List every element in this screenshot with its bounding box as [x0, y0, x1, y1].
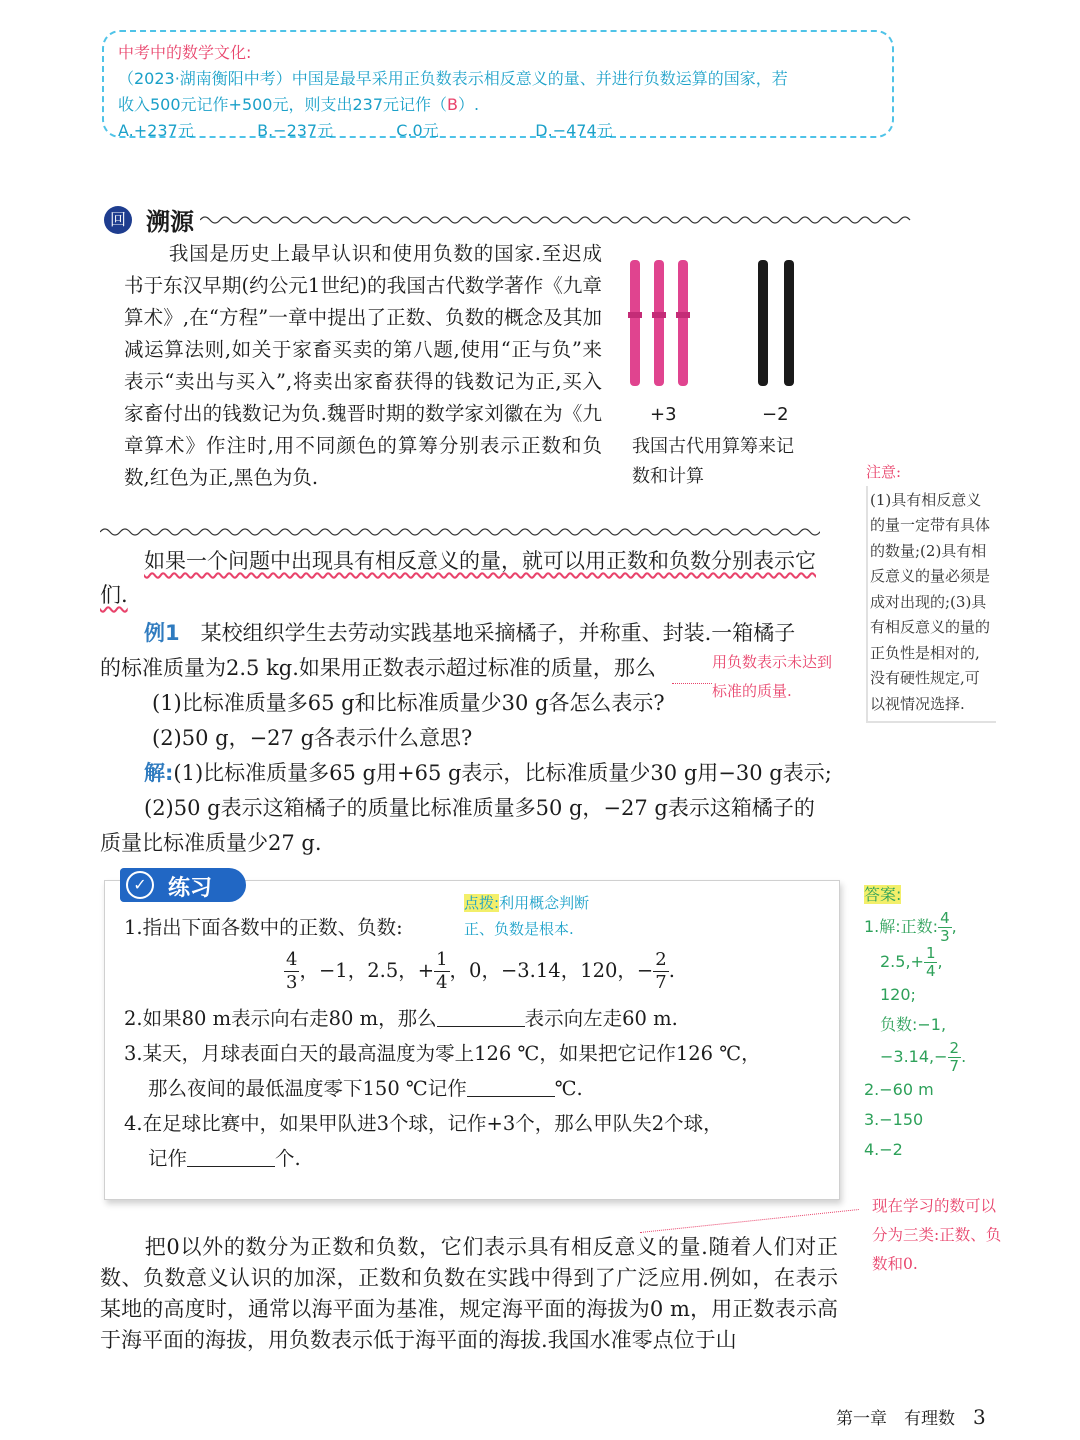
rod-caption: 我国古代用算筹来记数和计算 — [632, 436, 794, 487]
blank-q4[interactable] — [187, 1147, 275, 1167]
wave-divider-icon — [200, 214, 920, 226]
section-header — [100, 200, 820, 240]
option-c: C.0元 — [396, 121, 439, 140]
exercise-badge — [120, 868, 246, 902]
wave-divider-bottom-icon — [100, 526, 820, 538]
fraction-4-3: $\frac{4}{3}$ — [286, 949, 298, 993]
exercise-icon: ✓ — [126, 871, 154, 899]
rod-label-negative: −2 — [762, 404, 789, 425]
classify-pointer — [640, 1209, 859, 1233]
exercise-q2: 2.如果80 m表示向右走80 m，那么 表示向左走60 m. — [124, 1007, 678, 1030]
solution-label: 解: — [144, 761, 174, 785]
side-note-negative: 用负数表示未达到标准的质量. — [712, 653, 833, 700]
counting-rods-illustration — [620, 252, 820, 412]
classify-note: 现在学习的数可以分为三类:正数、负数和0. — [872, 1197, 1002, 1273]
exercise-q4: 4.在足球比赛中，如果甲队进3个球，记作+3个，那么甲队失2个球， — [124, 1112, 723, 1135]
exercise-q3: 3.某天，月球表面白天的最高温度为零上126 ℃，如果把它记作126 ℃， — [124, 1042, 761, 1065]
exam-note-answer: B — [447, 95, 459, 114]
exam-note-question-line1: （2023·湖南衡阳中考）中国是最早采用正负数表示相反意义的量、并进行负数运算的国家，若 — [118, 69, 788, 88]
exam-note-box — [102, 30, 894, 138]
rod-label-positive: +3 — [650, 404, 677, 425]
blank-q3[interactable] — [467, 1077, 555, 1097]
bottom-paragraph: 把0以外的数分为正数和负数，它们表示具有相反意义的量.随着人们对正数、负数意义认识的加深，正数和负数在实践中得到了广泛应用.例如，在表示某地的高度时，通常以海平面为基准，规定海平面的海拔为0 m，用正数表示高于海平面的海拔，用负数表示低于海平面的海拔.我国水准零点位于山 — [100, 1235, 838, 1352]
attention-title: 注意: — [866, 463, 902, 481]
chapter-title: 第一章 有理数 — [836, 1409, 955, 1429]
example-label: 例1 — [144, 621, 180, 645]
key-statement: 如果一个问题中出现具有相反意义的量，就可以用正数和负数分别表示它们. — [100, 549, 816, 607]
section-icon: 回 — [104, 206, 132, 234]
black-rods — [758, 260, 794, 386]
exam-note-title: 中考中的数学文化: — [118, 43, 252, 62]
exercise-q1: 1.指出下面各数中的正数、负数: — [124, 916, 403, 939]
example-1: 例1 某校组织学生去劳动实践基地采摘橘子，并称重、封装.一箱橘子 的标准质量为2.5 kg.如果用正数表示超过标准的质量，那么 (1)比标准质量多65 g和比标准质量少30 g各怎么表示? (2)50 g，−27 g各表示什么意思? 解:(1)比标准质量多65 g用+65 g表示，比标准质量少30 g用−30 g表示; (2)50 g表示这箱橘子的质量比标准质量多50 g，−27 g表示这箱橘子的 质量比标准质量少27 g. — [100, 616, 840, 861]
history-paragraph: 我国是历史上最早认识和使用负数的国家.至迟成书于东汉早期(约公元1世纪)的我国古代数学著作《九章算术》,在“方程”一章中提出了正数、负数的概念及其加减运算法则,如关于家畜买卖的第八题,使用“正与负”来表示“卖出与买入”,将卖出家畜获得的钱数记为正,买入家畜付出的钱数记为负.魏晋时期的数学家刘徽在为《九章算术》作注时,用不同颜色的算筹分别表示正数和负数,红色为正,黑色为负. — [124, 242, 602, 489]
hint-note: 点拨:利用概念判断 正、负数是根本. — [464, 894, 590, 938]
exam-note-question-line2: 收入500元记作+500元，则支出237元记作（B）. — [118, 95, 480, 114]
option-a: A.+237元 — [118, 121, 194, 140]
fraction-2-7: $\frac{2}{7}$ — [655, 949, 667, 993]
answers-title: 答案: — [864, 885, 902, 904]
exam-note-options — [118, 118, 878, 144]
example-q1: (1)比标准质量多65 g和比标准质量少30 g各怎么表示? — [152, 691, 665, 715]
number-list: $\frac{4}{3}$ ，−1，2.5，+ $\frac{1}{4}$ ，0，−3.14，120，− $\frac{2}{7}$ . — [286, 949, 675, 993]
exercise-title: 练习 — [168, 876, 213, 901]
note-pointer — [672, 683, 712, 684]
attention-note — [866, 460, 996, 723]
option-d: D.−474元 — [535, 121, 613, 140]
page-number: 3 — [973, 1405, 986, 1429]
page-footer — [836, 1404, 986, 1429]
blank-q2[interactable] — [437, 1007, 525, 1027]
fraction-1-4: $\frac{1}{4}$ — [436, 949, 448, 993]
answers-note: 答案: 1.解:正数: $\frac{4}{3}$ , 2.5,+ $\frac{1}{4}$ , 120; 负数:−1, −3.14,− $\frac{2}{7}$ . 2.−60 m 3.−150 4.−2 — [864, 885, 967, 1159]
option-b: B.−237元 — [257, 121, 334, 140]
example-q2: (2)50 g，−27 g各表示什么意思? — [152, 726, 473, 750]
section-title: 溯源 — [146, 208, 194, 236]
exercise-items: 1.指出下面各数中的正数、负数: $\frac{4}{3}$ ，−1，2.5，+ $\frac{1}{4}$ ，0，−3.14，120，− $\frac{2}{7}$ . 2.如果80 m表示向右走80 m，那么 表示向左走60 m. 3.某天，月球表面白天的最高温度为零上126 ℃，如果把它记作126 ℃， 那么夜间的最低温度零下150 ℃记作 ℃. 4.在足球比赛中，如果甲队进3个球，记作+3个，那么甲队失2个球， 记作 个. — [124, 910, 824, 1176]
attention-body: (1)具有相反意义的量一定带有具体的数量;(2)具有相反意义的量必须是成对出现的;(3)具有相反意义的量的正负性是相对的,没有硬性规定,可以视情况选择. — [866, 486, 996, 724]
red-rods — [628, 260, 690, 386]
